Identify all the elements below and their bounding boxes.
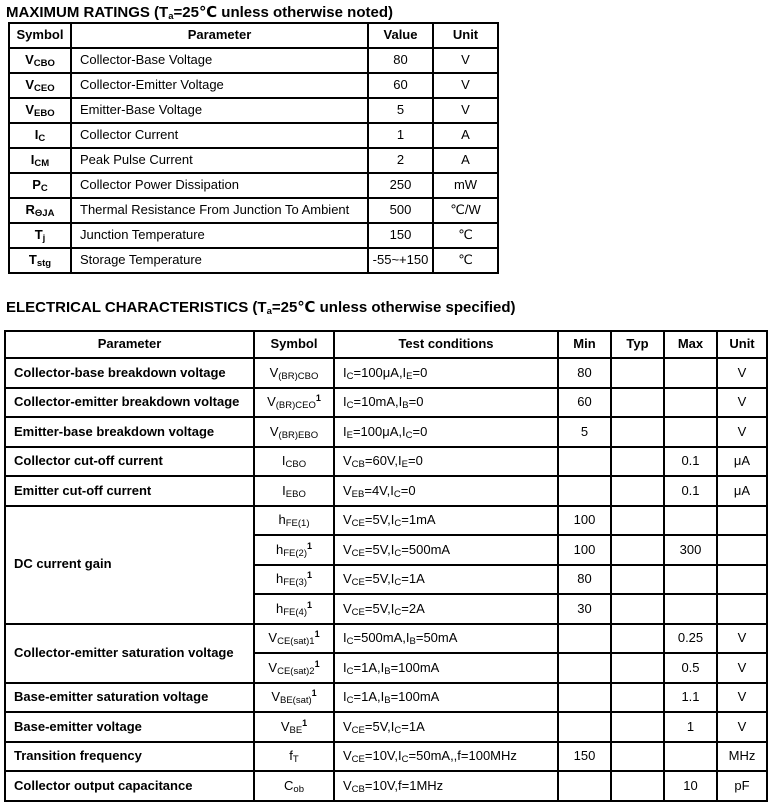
min-cell: 100 (558, 535, 611, 565)
parameter-cell: Peak Pulse Current (71, 148, 368, 173)
parameter-cell: Base-emitter saturation voltage (5, 683, 254, 713)
unit-cell (717, 506, 767, 536)
electrical-row (5, 683, 767, 713)
min-cell (558, 683, 611, 713)
unit-cell: V (433, 98, 498, 123)
electrical-row (5, 712, 767, 742)
electrical-row (5, 417, 767, 447)
conditions-cell: $I_C=1A,I_B=100mA$ (334, 683, 558, 713)
unit-cell: A (433, 148, 498, 173)
parameter-cell: Collector Current (71, 123, 368, 148)
conditions-cell: $I_C=10mA,I_B=0$ (334, 388, 558, 418)
symbol-cell: $V_{EBO}$ (9, 98, 71, 123)
unit-cell: ℃ (433, 248, 498, 273)
max-cell (664, 506, 717, 536)
symbol-cell: $P_C$ (9, 173, 71, 198)
min-cell: 100 (558, 506, 611, 536)
parameter-cell: Collector-emitter saturation voltage (5, 624, 254, 683)
header-min: Min (558, 331, 611, 358)
parameter-cell: Base-emitter voltage (5, 712, 254, 742)
parameter-cell: Collector cut-off current (5, 447, 254, 477)
conditions-cell: $V_{CE}=5V,I_C=1A$ (334, 712, 558, 742)
parameter-cell: Collector-Base Voltage (71, 48, 368, 73)
header-test-conditions: Test conditions (334, 331, 558, 358)
header-unit: Unit (717, 331, 767, 358)
header-unit: Unit (433, 23, 498, 48)
unit-cell: ℃ (433, 223, 498, 248)
header-symbol: Symbol (254, 331, 334, 358)
symbol-cell: $V_{CEO}$ (9, 73, 71, 98)
unit-cell: V (717, 653, 767, 683)
unit-cell: MHz (717, 742, 767, 772)
conditions-cell: $V_{CB}=60V,I_E=0$ (334, 447, 558, 477)
unit-cell (717, 535, 767, 565)
typ-cell (611, 447, 664, 477)
symbol-cell: $I_{EBO}$ (254, 476, 334, 506)
electrical-row (5, 742, 767, 772)
electrical-row (5, 476, 767, 506)
max-cell: 1 (664, 712, 717, 742)
max-ratings-row (9, 248, 498, 273)
parameter-cell: Storage Temperature (71, 248, 368, 273)
parameter-cell: Emitter-base breakdown voltage (5, 417, 254, 447)
conditions-cell: $V_{CE}=5V,I_C=500mA$ (334, 535, 558, 565)
electrical-row (5, 624, 767, 654)
unit-cell: V (717, 712, 767, 742)
typ-cell (611, 653, 664, 683)
parameter-cell: Collector-Emitter Voltage (71, 73, 368, 98)
min-cell (558, 624, 611, 654)
parameter-cell: Emitter cut-off current (5, 476, 254, 506)
min-cell: 30 (558, 594, 611, 624)
value-cell: 250 (368, 173, 433, 198)
max-cell: 0.25 (664, 624, 717, 654)
symbol-cell: $V_{BE(sat)}^1$ (254, 683, 334, 713)
unit-cell: mW (433, 173, 498, 198)
unit-cell: pF (717, 771, 767, 801)
max-cell (664, 358, 717, 388)
max-ratings-title: MAXIMUM RATINGS ($T_a=25℃$ unless otherwise noted) (6, 4, 393, 22)
min-cell (558, 771, 611, 801)
parameter-cell: Thermal Resistance From Junction To Ambient (71, 198, 368, 223)
value-cell: 80 (368, 48, 433, 73)
header-max: Max (664, 331, 717, 358)
parameter-cell: Transition frequency (5, 742, 254, 772)
symbol-cell: $T_{stg}$ (9, 248, 71, 273)
symbol-cell: $h_{FE(3)}^1$ (254, 565, 334, 595)
parameter-cell: Collector-base breakdown voltage (5, 358, 254, 388)
max-cell: 0.1 (664, 447, 717, 477)
min-cell: 80 (558, 565, 611, 595)
min-cell (558, 447, 611, 477)
symbol-cell: $V_{BE}^1$ (254, 712, 334, 742)
symbol-cell: $V_{CE(sat)1}^1$ (254, 624, 334, 654)
unit-cell: V (717, 358, 767, 388)
electrical-row (5, 388, 767, 418)
electrical-characteristics-title: ELECTRICAL CHARACTERISTICS ($T_a=25℃$ unless otherwise specified) (6, 299, 516, 317)
typ-cell (611, 565, 664, 595)
header-parameter: Parameter (5, 331, 254, 358)
parameter-cell: Collector Power Dissipation (71, 173, 368, 198)
unit-cell: ℃/W (433, 198, 498, 223)
header-typ: Typ (611, 331, 664, 358)
min-cell (558, 653, 611, 683)
unit-cell: V (717, 388, 767, 418)
conditions-cell: $V_{CE}=5V,I_C=1mA$ (334, 506, 558, 536)
typ-cell (611, 417, 664, 447)
symbol-cell: $V_{(BR)EBO}$ (254, 417, 334, 447)
symbol-cell: $V_{(BR)CBO}$ (254, 358, 334, 388)
parameter-cell: DC current gain (5, 506, 254, 624)
parameter-cell: Collector output capacitance (5, 771, 254, 801)
unit-cell (717, 565, 767, 595)
typ-cell (611, 624, 664, 654)
value-cell: 500 (368, 198, 433, 223)
max-ratings-row (9, 73, 498, 98)
symbol-cell: $T_j$ (9, 223, 71, 248)
conditions-cell: $I_C=500mA,I_B=50mA$ (334, 624, 558, 654)
unit-cell: V (433, 48, 498, 73)
conditions-cell: $V_{CE}=10V,I_C=50mA,,f=100MHz$ (334, 742, 558, 772)
conditions-cell: $I_E=100\mu A,I_C=0$ (334, 417, 558, 447)
symbol-cell: $R_{\Theta JA}$ (9, 198, 71, 223)
max-ratings-row (9, 123, 498, 148)
max-ratings-row (9, 148, 498, 173)
min-cell: 150 (558, 742, 611, 772)
electrical-row (5, 358, 767, 388)
min-cell (558, 476, 611, 506)
parameter-cell: Junction Temperature (71, 223, 368, 248)
max-cell (664, 565, 717, 595)
parameter-cell: Collector-emitter breakdown voltage (5, 388, 254, 418)
typ-cell (611, 535, 664, 565)
value-cell: 5 (368, 98, 433, 123)
max-cell: 300 (664, 535, 717, 565)
value-cell: -55~+150 (368, 248, 433, 273)
max-ratings-row (9, 198, 498, 223)
electrical-characteristics-table (4, 330, 768, 802)
max-cell: 0.1 (664, 476, 717, 506)
max-cell: 1.1 (664, 683, 717, 713)
typ-cell (611, 594, 664, 624)
typ-cell (611, 476, 664, 506)
unit-cell: V (433, 73, 498, 98)
max-ratings-row (9, 98, 498, 123)
max-cell (664, 417, 717, 447)
conditions-cell: $V_{CE}=5V,I_C=2A$ (334, 594, 558, 624)
electrical-row (5, 447, 767, 477)
unit-cell: μA (717, 476, 767, 506)
max-cell: 10 (664, 771, 717, 801)
typ-cell (611, 771, 664, 801)
symbol-cell: $h_{FE(4)}^1$ (254, 594, 334, 624)
max-ratings-row (9, 48, 498, 73)
conditions-cell: $V_{EB}=4V,I_C=0$ (334, 476, 558, 506)
header-symbol: Symbol (9, 23, 71, 48)
unit-cell: μA (717, 447, 767, 477)
max-cell: 0.5 (664, 653, 717, 683)
symbol-cell: $V_{(BR)CEO}^1$ (254, 388, 334, 418)
symbol-cell: $h_{FE(1)}$ (254, 506, 334, 536)
typ-cell (611, 388, 664, 418)
max-ratings-header-row (9, 23, 498, 48)
min-cell: 5 (558, 417, 611, 447)
max-cell (664, 742, 717, 772)
max-ratings-row (9, 173, 498, 198)
min-cell (558, 712, 611, 742)
unit-cell: V (717, 683, 767, 713)
symbol-cell: $h_{FE(2)}^1$ (254, 535, 334, 565)
electrical-header-row (5, 331, 767, 358)
typ-cell (611, 712, 664, 742)
symbol-cell: $V_{CBO}$ (9, 48, 71, 73)
min-cell: 60 (558, 388, 611, 418)
typ-cell (611, 358, 664, 388)
unit-cell (717, 594, 767, 624)
conditions-cell: $I_C=1A,I_B=100mA$ (334, 653, 558, 683)
max-cell (664, 388, 717, 418)
electrical-row (5, 771, 767, 801)
header-parameter: Parameter (71, 23, 368, 48)
symbol-cell: $I_{CM}$ (9, 148, 71, 173)
min-cell: 80 (558, 358, 611, 388)
conditions-cell: $V_{CE}=5V,I_C=1A$ (334, 565, 558, 595)
symbol-cell: $V_{CE(sat)2}^1$ (254, 653, 334, 683)
typ-cell (611, 683, 664, 713)
max-ratings-row (9, 223, 498, 248)
typ-cell (611, 506, 664, 536)
value-cell: 150 (368, 223, 433, 248)
header-value: Value (368, 23, 433, 48)
typ-cell (611, 742, 664, 772)
symbol-cell: $f_T$ (254, 742, 334, 772)
max-cell (664, 594, 717, 624)
symbol-cell: $C_{ob}$ (254, 771, 334, 801)
value-cell: 1 (368, 123, 433, 148)
value-cell: 60 (368, 73, 433, 98)
unit-cell: A (433, 123, 498, 148)
max-ratings-table (8, 22, 499, 274)
unit-cell: V (717, 624, 767, 654)
symbol-cell: $I_{CBO}$ (254, 447, 334, 477)
conditions-cell: $I_C=100\mu A,I_E=0$ (334, 358, 558, 388)
parameter-cell: Emitter-Base Voltage (71, 98, 368, 123)
electrical-row (5, 506, 767, 536)
symbol-cell: $I_C$ (9, 123, 71, 148)
conditions-cell: $V_{CB}=10V,f=1MHz$ (334, 771, 558, 801)
unit-cell: V (717, 417, 767, 447)
value-cell: 2 (368, 148, 433, 173)
